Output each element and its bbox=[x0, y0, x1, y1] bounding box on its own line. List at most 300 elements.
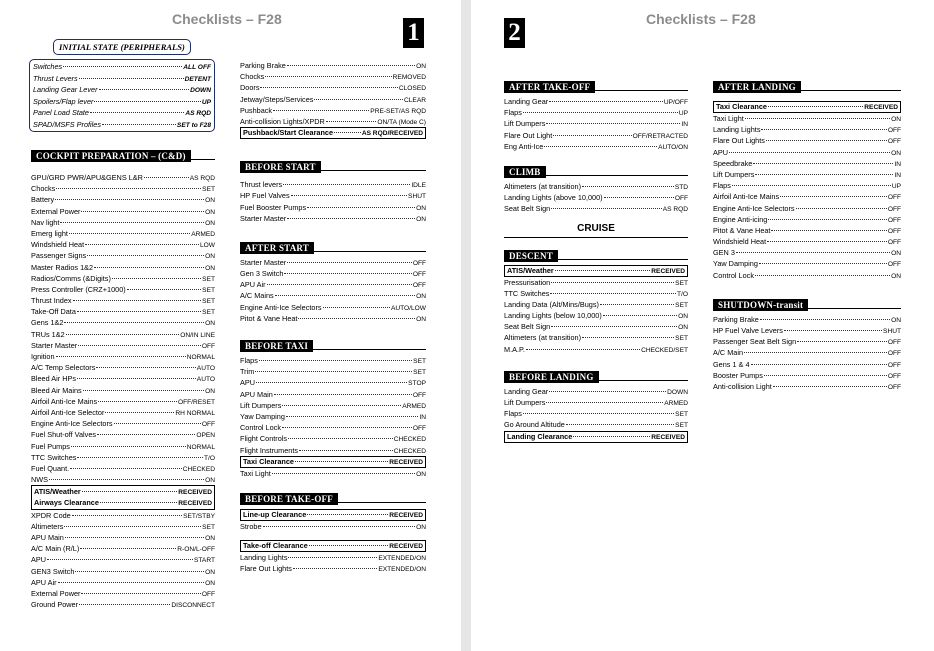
item-label: A/C Main (R/L) bbox=[31, 544, 80, 554]
dotted-leader bbox=[273, 110, 369, 111]
checklist-item bbox=[713, 347, 901, 358]
checklist-item bbox=[240, 127, 426, 139]
item-label: Landing Lights (above 10,000) bbox=[504, 193, 603, 203]
item-label: Taxi Light bbox=[713, 114, 744, 123]
checklist-item bbox=[31, 385, 215, 396]
dotted-leader bbox=[759, 263, 887, 264]
item-value: UP bbox=[891, 183, 901, 191]
item-value: OFF bbox=[201, 421, 215, 429]
checklist-item bbox=[33, 107, 211, 119]
item-value: RECEIVED bbox=[389, 543, 423, 551]
item-label: NWS bbox=[31, 475, 49, 485]
dotted-leader bbox=[546, 402, 663, 403]
checklist-item bbox=[31, 183, 215, 194]
checklist-item bbox=[31, 340, 215, 351]
before-taxi-list bbox=[240, 355, 426, 456]
dotted-leader bbox=[70, 468, 182, 469]
checklist-item bbox=[31, 373, 215, 384]
checklist-item bbox=[240, 400, 426, 411]
item-label: Ground Power bbox=[31, 600, 79, 610]
page2-right-column bbox=[713, 77, 901, 392]
checklist-item bbox=[504, 321, 688, 332]
checklist-item bbox=[713, 180, 901, 191]
item-label: External Power bbox=[31, 588, 81, 598]
checklist-item bbox=[504, 192, 688, 203]
item-label: HP Fuel Valves bbox=[240, 191, 290, 201]
checklist-item bbox=[240, 377, 426, 388]
dotted-leader bbox=[102, 124, 176, 125]
dotted-leader bbox=[323, 307, 390, 308]
section-title: BEFORE TAXI bbox=[240, 340, 313, 352]
item-value: OFF bbox=[887, 194, 901, 202]
item-value: OFF bbox=[412, 425, 426, 433]
item-value: OFF bbox=[887, 350, 901, 358]
checklist-item bbox=[31, 217, 215, 228]
checklist-item bbox=[240, 190, 426, 201]
item-label: Altimeters bbox=[31, 521, 64, 531]
dotted-leader bbox=[114, 423, 201, 424]
checklist-item bbox=[240, 213, 426, 224]
item-value: CHECKED bbox=[182, 465, 215, 473]
page-number-badge: 1 bbox=[403, 18, 424, 48]
item-value: T/O bbox=[204, 454, 215, 462]
before-takeoff-list bbox=[240, 521, 426, 532]
item-label: Booster Pumps bbox=[713, 370, 763, 380]
item-value: CHECKED bbox=[393, 447, 426, 455]
item-value: AS RQD bbox=[662, 206, 688, 214]
item-label: Emerg light bbox=[31, 228, 68, 238]
item-label: HP Fuel Valve Levers bbox=[713, 326, 783, 335]
item-value: NORMAL bbox=[186, 443, 215, 451]
dotted-leader bbox=[604, 197, 674, 198]
checklist-item bbox=[34, 486, 212, 497]
item-label: Flight Controls bbox=[240, 434, 288, 444]
checklist-item bbox=[240, 257, 426, 268]
checklist-item bbox=[713, 247, 901, 258]
checklist-item bbox=[31, 329, 215, 340]
item-label: TTC Switches bbox=[31, 452, 77, 462]
dotted-leader bbox=[768, 219, 886, 220]
dotted-leader bbox=[64, 526, 201, 527]
item-value: SET bbox=[202, 186, 215, 194]
item-value: T/O bbox=[677, 290, 688, 298]
item-value: OFF bbox=[887, 372, 901, 380]
item-label: Trim bbox=[240, 367, 255, 377]
checklist-item bbox=[31, 262, 215, 273]
checklist-item bbox=[31, 441, 215, 452]
item-value: CHECKED bbox=[393, 436, 426, 444]
checklist-item bbox=[713, 203, 901, 214]
dotted-leader bbox=[73, 300, 202, 301]
dotted-leader bbox=[761, 129, 886, 130]
checklist-item bbox=[504, 397, 688, 408]
item-value: SET bbox=[202, 523, 215, 531]
item-label: Pitot & Vane Heat bbox=[240, 313, 298, 323]
checklist-item bbox=[240, 366, 426, 377]
checklist-item bbox=[713, 359, 901, 370]
dotted-leader bbox=[549, 101, 663, 102]
item-value: OFF bbox=[412, 271, 426, 279]
item-label: APU bbox=[31, 555, 47, 565]
dotted-leader bbox=[75, 571, 204, 572]
dotted-leader bbox=[553, 135, 631, 136]
before-landing-list bbox=[504, 386, 688, 431]
item-label: Windshield Heat bbox=[31, 240, 85, 250]
item-label: Flaps bbox=[713, 181, 731, 191]
checklist-item bbox=[504, 130, 688, 141]
item-value: DOWN bbox=[190, 87, 211, 94]
item-value: SET bbox=[202, 309, 215, 317]
section-title: AFTER TAKE-OFF bbox=[504, 81, 595, 93]
dotted-leader bbox=[255, 371, 412, 372]
dotted-leader bbox=[286, 416, 419, 417]
item-label: Bleed Air HPs bbox=[31, 374, 77, 384]
dotted-leader bbox=[80, 548, 176, 549]
item-label: Nav light bbox=[31, 217, 60, 227]
item-value: ON bbox=[205, 568, 215, 576]
item-value: ON bbox=[891, 250, 901, 258]
item-value: SET bbox=[202, 275, 215, 283]
dotted-leader bbox=[551, 208, 661, 209]
checklist-item bbox=[240, 552, 426, 563]
dotted-leader bbox=[287, 262, 412, 263]
dotted-leader bbox=[314, 99, 403, 100]
dotted-leader bbox=[287, 218, 415, 219]
dotted-leader bbox=[745, 118, 890, 119]
checklist-item bbox=[713, 158, 901, 169]
item-value: ON bbox=[205, 208, 215, 216]
item-value: ARMED bbox=[191, 230, 215, 238]
item-label: GEN 3 bbox=[713, 248, 735, 258]
item-value: SHUT bbox=[408, 193, 426, 201]
item-label: ATIS/Weather bbox=[507, 265, 554, 275]
checklist-item bbox=[504, 277, 688, 288]
dotted-leader bbox=[768, 106, 863, 107]
item-label: GPU/GRD PWR/APU&GENS L&R bbox=[31, 173, 143, 182]
checklist-item bbox=[31, 172, 215, 183]
item-label: Go Around Altitude bbox=[504, 420, 565, 430]
checklist-item bbox=[713, 314, 901, 325]
checklist-item bbox=[240, 290, 426, 301]
item-value: ON bbox=[205, 320, 215, 328]
item-label: Engine Anti-icing bbox=[713, 214, 768, 224]
item-label: Fuel Booster Pumps bbox=[240, 202, 307, 212]
item-value: RECEIVED bbox=[864, 104, 898, 111]
dotted-leader bbox=[64, 322, 204, 323]
item-label: External Power bbox=[31, 206, 81, 216]
item-value: ON bbox=[891, 149, 901, 157]
cockpit-preparation-section bbox=[31, 146, 215, 610]
item-value: SHUT bbox=[883, 328, 901, 335]
item-label: Landing Gear bbox=[504, 97, 549, 106]
checklist-item bbox=[240, 456, 426, 468]
dotted-leader bbox=[275, 295, 415, 296]
item-label: Flare Out Light bbox=[504, 130, 553, 140]
checklist-item bbox=[504, 265, 688, 277]
dotted-leader bbox=[83, 390, 204, 391]
taxi-clearance-box bbox=[240, 456, 426, 468]
item-value: IN bbox=[894, 160, 901, 168]
item-value: OFF/RETRACTED bbox=[632, 132, 688, 140]
item-label: Landing Data (Alt/Mins/Bugs) bbox=[504, 299, 599, 309]
dotted-leader bbox=[309, 545, 389, 546]
item-label: Thrust Levers bbox=[33, 73, 78, 83]
checklist-item bbox=[31, 228, 215, 239]
dotted-leader bbox=[272, 473, 415, 474]
lineup-clearance-box bbox=[240, 509, 426, 521]
checklist-item bbox=[31, 452, 215, 463]
item-value: ON bbox=[205, 387, 215, 395]
item-value: ARMED bbox=[664, 400, 688, 407]
checklist-item bbox=[31, 295, 215, 306]
item-label: Lift Dumpers bbox=[713, 169, 755, 179]
item-value: SET bbox=[675, 422, 688, 430]
dotted-leader bbox=[94, 101, 200, 102]
item-value: REMOVED bbox=[392, 74, 426, 82]
item-label: Flaps bbox=[504, 108, 522, 118]
dotted-leader bbox=[732, 185, 891, 186]
section-title: AFTER LANDING bbox=[713, 81, 801, 93]
item-label: Passenger Seat Belt Sign bbox=[713, 337, 797, 347]
checklist-item bbox=[713, 325, 901, 336]
dotted-leader bbox=[66, 334, 180, 335]
item-label: Anti-collision Light bbox=[713, 381, 772, 391]
dotted-leader bbox=[544, 146, 657, 147]
item-label: Starter Master bbox=[31, 340, 78, 350]
item-value: AUTO bbox=[196, 376, 215, 384]
item-label: APU Main bbox=[240, 389, 273, 399]
checklist-item bbox=[240, 411, 426, 422]
checklist-item bbox=[713, 258, 901, 269]
checklist-item bbox=[713, 124, 901, 135]
dotted-leader bbox=[85, 244, 199, 245]
item-value: OFF bbox=[887, 239, 901, 247]
item-label: Flare Out Lights bbox=[240, 564, 292, 574]
pushback-clearance-box bbox=[240, 127, 426, 139]
item-label: Lift Dumpers bbox=[504, 398, 546, 407]
dotted-leader bbox=[284, 273, 411, 274]
item-value: DETENT bbox=[184, 75, 211, 83]
item-value: SET bbox=[675, 335, 688, 343]
checklist-item bbox=[31, 510, 215, 521]
item-value: ON bbox=[205, 197, 215, 205]
item-value: ON bbox=[416, 293, 426, 301]
dotted-leader bbox=[291, 195, 407, 196]
atis-weather-box bbox=[504, 265, 688, 277]
item-label: Pressurisation bbox=[504, 277, 551, 287]
item-value: EXTENDED/ON bbox=[378, 566, 426, 574]
item-label: Landing Lights bbox=[713, 125, 761, 135]
dotted-leader bbox=[326, 121, 377, 122]
shutdown-list bbox=[713, 314, 901, 392]
item-value: ON/IN LINE bbox=[180, 331, 215, 339]
dotted-leader bbox=[282, 405, 401, 406]
checklist-item bbox=[240, 94, 426, 105]
item-value: RECEIVED bbox=[389, 511, 423, 519]
checklist-item bbox=[240, 468, 426, 479]
dotted-leader bbox=[766, 140, 887, 141]
item-value: ON bbox=[205, 535, 215, 542]
taxi-clearance-box bbox=[713, 101, 901, 113]
item-value: OFF/RESET bbox=[178, 398, 215, 406]
dotted-leader bbox=[796, 208, 887, 209]
checklist-item bbox=[31, 429, 215, 440]
checklist-item bbox=[240, 521, 426, 532]
checklist-item bbox=[31, 599, 215, 610]
checklist-item bbox=[31, 521, 215, 532]
dotted-leader bbox=[267, 284, 412, 285]
checklist-item bbox=[31, 543, 215, 554]
item-value: ON bbox=[205, 264, 215, 272]
item-value: ON bbox=[205, 579, 215, 587]
checklist-item bbox=[31, 250, 215, 261]
dotted-leader bbox=[523, 112, 678, 113]
dotted-leader bbox=[755, 174, 893, 175]
checklist-item bbox=[240, 389, 426, 400]
dotted-leader bbox=[79, 78, 184, 79]
dotted-leader bbox=[105, 412, 174, 413]
dotted-leader bbox=[736, 252, 890, 253]
item-label: ATIS/Weather bbox=[34, 487, 81, 497]
item-value: AUTO bbox=[196, 365, 215, 373]
checklist-item bbox=[240, 105, 426, 116]
checklist-item bbox=[33, 96, 211, 108]
item-label: Airfoil Anti-Ice Mains bbox=[713, 192, 780, 202]
boxed-list bbox=[34, 486, 212, 508]
dotted-leader bbox=[63, 66, 182, 67]
checklist-item bbox=[240, 509, 426, 521]
item-label: Pushback/Start Clearance bbox=[243, 128, 334, 138]
dotted-leader bbox=[526, 349, 640, 350]
checklist-item bbox=[31, 206, 215, 217]
item-label: Pitot & Vane Heat bbox=[713, 225, 771, 235]
checklist-item bbox=[31, 418, 215, 429]
item-label: Parking Brake bbox=[713, 314, 759, 324]
checklist-item bbox=[240, 71, 426, 82]
dotted-leader bbox=[288, 557, 377, 558]
item-value: IDLE bbox=[411, 182, 426, 190]
item-label: Master Radios 1&2 bbox=[31, 262, 94, 272]
item-label: Fuel Quant. bbox=[31, 463, 70, 473]
item-value: IN bbox=[681, 121, 688, 129]
item-label: Battery bbox=[31, 195, 55, 205]
section-title: BEFORE START bbox=[240, 161, 321, 173]
item-label: Eng Anti-Ice bbox=[504, 141, 544, 151]
dotted-leader bbox=[72, 515, 182, 516]
item-value: OFF bbox=[887, 227, 901, 235]
item-value: CLEAR bbox=[404, 96, 426, 104]
dotted-leader bbox=[97, 434, 195, 435]
checklist-item bbox=[713, 270, 901, 281]
item-label: Airfoil Anti-Ice Mains bbox=[31, 396, 98, 406]
dotted-leader bbox=[771, 230, 886, 231]
checklist-item bbox=[31, 351, 215, 362]
item-value: OFF bbox=[201, 590, 215, 598]
checklist-item bbox=[31, 532, 215, 543]
item-value: OFF bbox=[201, 342, 215, 350]
dotted-leader bbox=[81, 211, 204, 212]
dotted-leader bbox=[755, 275, 890, 276]
checklist-item bbox=[240, 422, 426, 433]
item-value: SET bbox=[675, 411, 688, 419]
item-value: ON bbox=[891, 316, 901, 324]
checklist-item bbox=[31, 273, 215, 284]
checklist-item bbox=[504, 118, 688, 129]
item-label: APU bbox=[713, 147, 729, 157]
item-label: Engine Anti-Ice Selectors bbox=[240, 302, 322, 312]
checklist-item bbox=[240, 313, 426, 324]
initial-state-title: INITIAL STATE (PERIPHERALS) bbox=[53, 39, 191, 55]
checklist-item bbox=[713, 113, 901, 124]
checklist-item bbox=[31, 317, 215, 328]
dotted-leader bbox=[523, 413, 674, 414]
checklist-item bbox=[31, 284, 215, 295]
checklist-item bbox=[504, 203, 688, 214]
dotted-leader bbox=[293, 568, 377, 569]
dotted-leader bbox=[600, 304, 674, 305]
checklist-item bbox=[713, 336, 901, 347]
dotted-leader bbox=[259, 360, 412, 361]
checklist-item bbox=[31, 306, 215, 317]
item-value: ON bbox=[416, 523, 426, 531]
item-value: IN bbox=[419, 413, 426, 421]
atc-boxed-group bbox=[31, 485, 215, 509]
item-value: SET bbox=[675, 301, 688, 309]
checklist-item bbox=[504, 408, 688, 419]
item-value: UP bbox=[678, 110, 688, 118]
dotted-leader bbox=[127, 289, 201, 290]
dotted-leader bbox=[87, 255, 204, 256]
item-value: ON bbox=[891, 116, 901, 123]
item-label: Fuel Pumps bbox=[31, 441, 70, 451]
item-label: Radios/Comms (&Digits) bbox=[31, 273, 111, 283]
dotted-leader bbox=[77, 378, 196, 379]
item-value: ON bbox=[678, 324, 688, 332]
page-title: Checklists – F28 bbox=[646, 11, 756, 27]
dotted-leader bbox=[47, 559, 193, 560]
item-label: A/C Temp Selectors bbox=[31, 363, 96, 373]
checklist-item bbox=[33, 61, 211, 73]
dotted-leader bbox=[551, 282, 674, 283]
item-label: A/C Mains bbox=[240, 291, 274, 301]
item-value: ALL OFF bbox=[183, 64, 211, 71]
landing-clearance-box bbox=[504, 431, 688, 443]
item-label: Lift Dumpers bbox=[504, 119, 546, 129]
initial-state-list bbox=[29, 59, 215, 132]
section-title: COCKPIT PREPARATION – (C&D) bbox=[31, 150, 191, 162]
item-value: AS RQD bbox=[185, 110, 211, 117]
item-label: Altimeters (at transition) bbox=[504, 333, 582, 343]
checklist-item bbox=[713, 381, 901, 392]
item-value: SET bbox=[413, 358, 426, 365]
page-gap bbox=[461, 0, 471, 651]
climb-list bbox=[504, 181, 688, 215]
checklist-item bbox=[240, 268, 426, 279]
item-value: OFF bbox=[887, 261, 901, 269]
page-title: Checklists – F28 bbox=[172, 11, 282, 27]
checklist-item bbox=[504, 299, 688, 310]
page2-left-column bbox=[504, 77, 688, 443]
checklist-item bbox=[33, 119, 211, 131]
item-value: DISCONNECT bbox=[171, 602, 215, 610]
checklist-item bbox=[504, 386, 688, 397]
item-label: Doors bbox=[240, 83, 260, 93]
item-value: NORMAL bbox=[186, 354, 215, 361]
item-label: Strobe bbox=[240, 521, 262, 531]
item-label: TRUs 1&2 bbox=[31, 329, 65, 339]
checklist-item bbox=[504, 431, 688, 443]
item-value: OFF bbox=[887, 216, 901, 224]
